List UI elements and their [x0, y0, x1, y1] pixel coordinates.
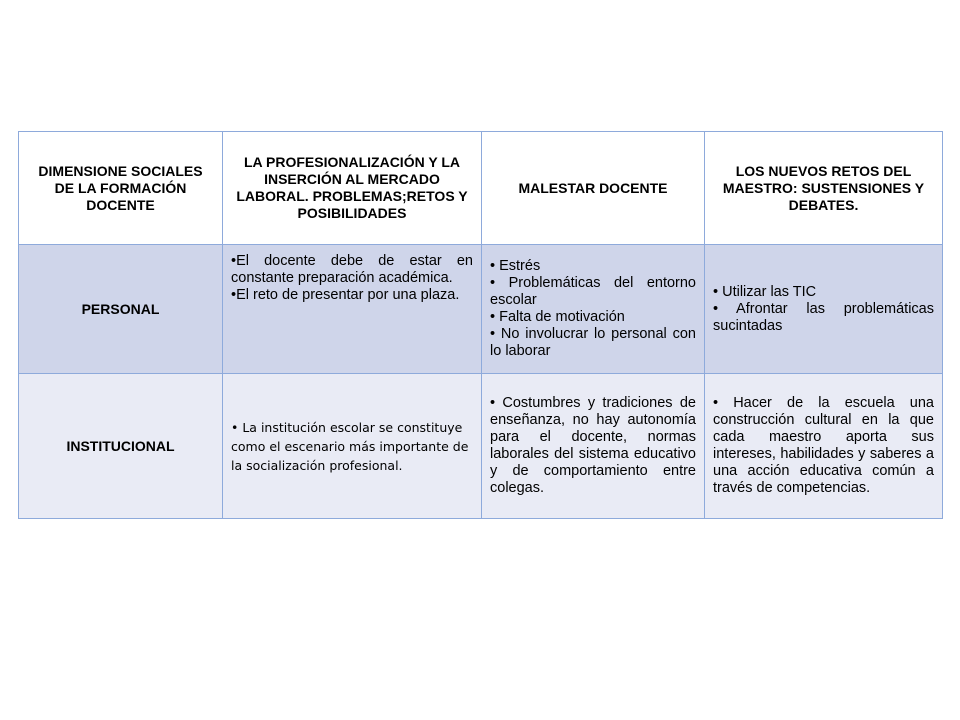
table-row-personal — [19, 245, 943, 374]
header-new-challenges: LOS NUEVOS RETOS DEL MAESTRO: SUSTENSIONES Y DEBATES. — [705, 132, 943, 245]
cell-institutional-challenges — [705, 374, 943, 519]
row-label-personal: PERSONAL — [19, 245, 223, 374]
list-item: • Utilizar las TIC — [713, 283, 817, 300]
list-item: • Problemáticas del entorno escolar — [490, 275, 696, 308]
cell-institutional-malaise — [482, 374, 705, 519]
row-label-institutional: INSTITUCIONAL — [19, 374, 223, 519]
cell-personal-professionalization — [223, 245, 482, 374]
list-item: • Afrontar las problemáticas sucintadas — [713, 300, 934, 334]
list-item: •El reto de presentar por una plaza. — [231, 287, 460, 303]
list-item: • Costumbres y tradiciones de enseñanza, no hay autonomía para el docente, normas laborales del sistema educativo y de comportamiento entre colegas. — [490, 395, 696, 496]
cell-personal-malaise — [482, 245, 705, 374]
header-professionalization: LA PROFESIONALIZACIÓN Y LA INSERCIÓN AL MERCADO LABORAL. PROBLEMAS;RETOS Y POSIBILIDADES — [223, 132, 482, 245]
list-item: • La institución escolar se constituye como el escenario más importante de la socialización profesional. — [231, 419, 469, 473]
cell-institutional-professionalization — [223, 374, 482, 519]
table-row-institutional — [19, 374, 943, 519]
list-item: • No involucrar lo personal con lo laborar — [490, 326, 696, 359]
list-item: • Hacer de la escuela una construcción cultural en la que cada maestro aporta sus intereses, habilidades y saberes a una acción educativa común a través de competencias. — [713, 395, 934, 496]
list-item: • Estrés — [490, 258, 541, 274]
list-item: •El docente debe de estar en constante preparación académica. — [231, 253, 473, 286]
list-item: • Falta de motivación — [490, 309, 625, 325]
header-dimensions: DIMENSIONE SOCIALES DE LA FORMACIÓN DOCENTE — [19, 132, 223, 245]
cell-personal-challenges — [705, 245, 943, 374]
header-teacher-malaise: MALESTAR DOCENTE — [482, 132, 705, 245]
dimensions-table — [18, 131, 943, 519]
header-row — [19, 132, 943, 245]
